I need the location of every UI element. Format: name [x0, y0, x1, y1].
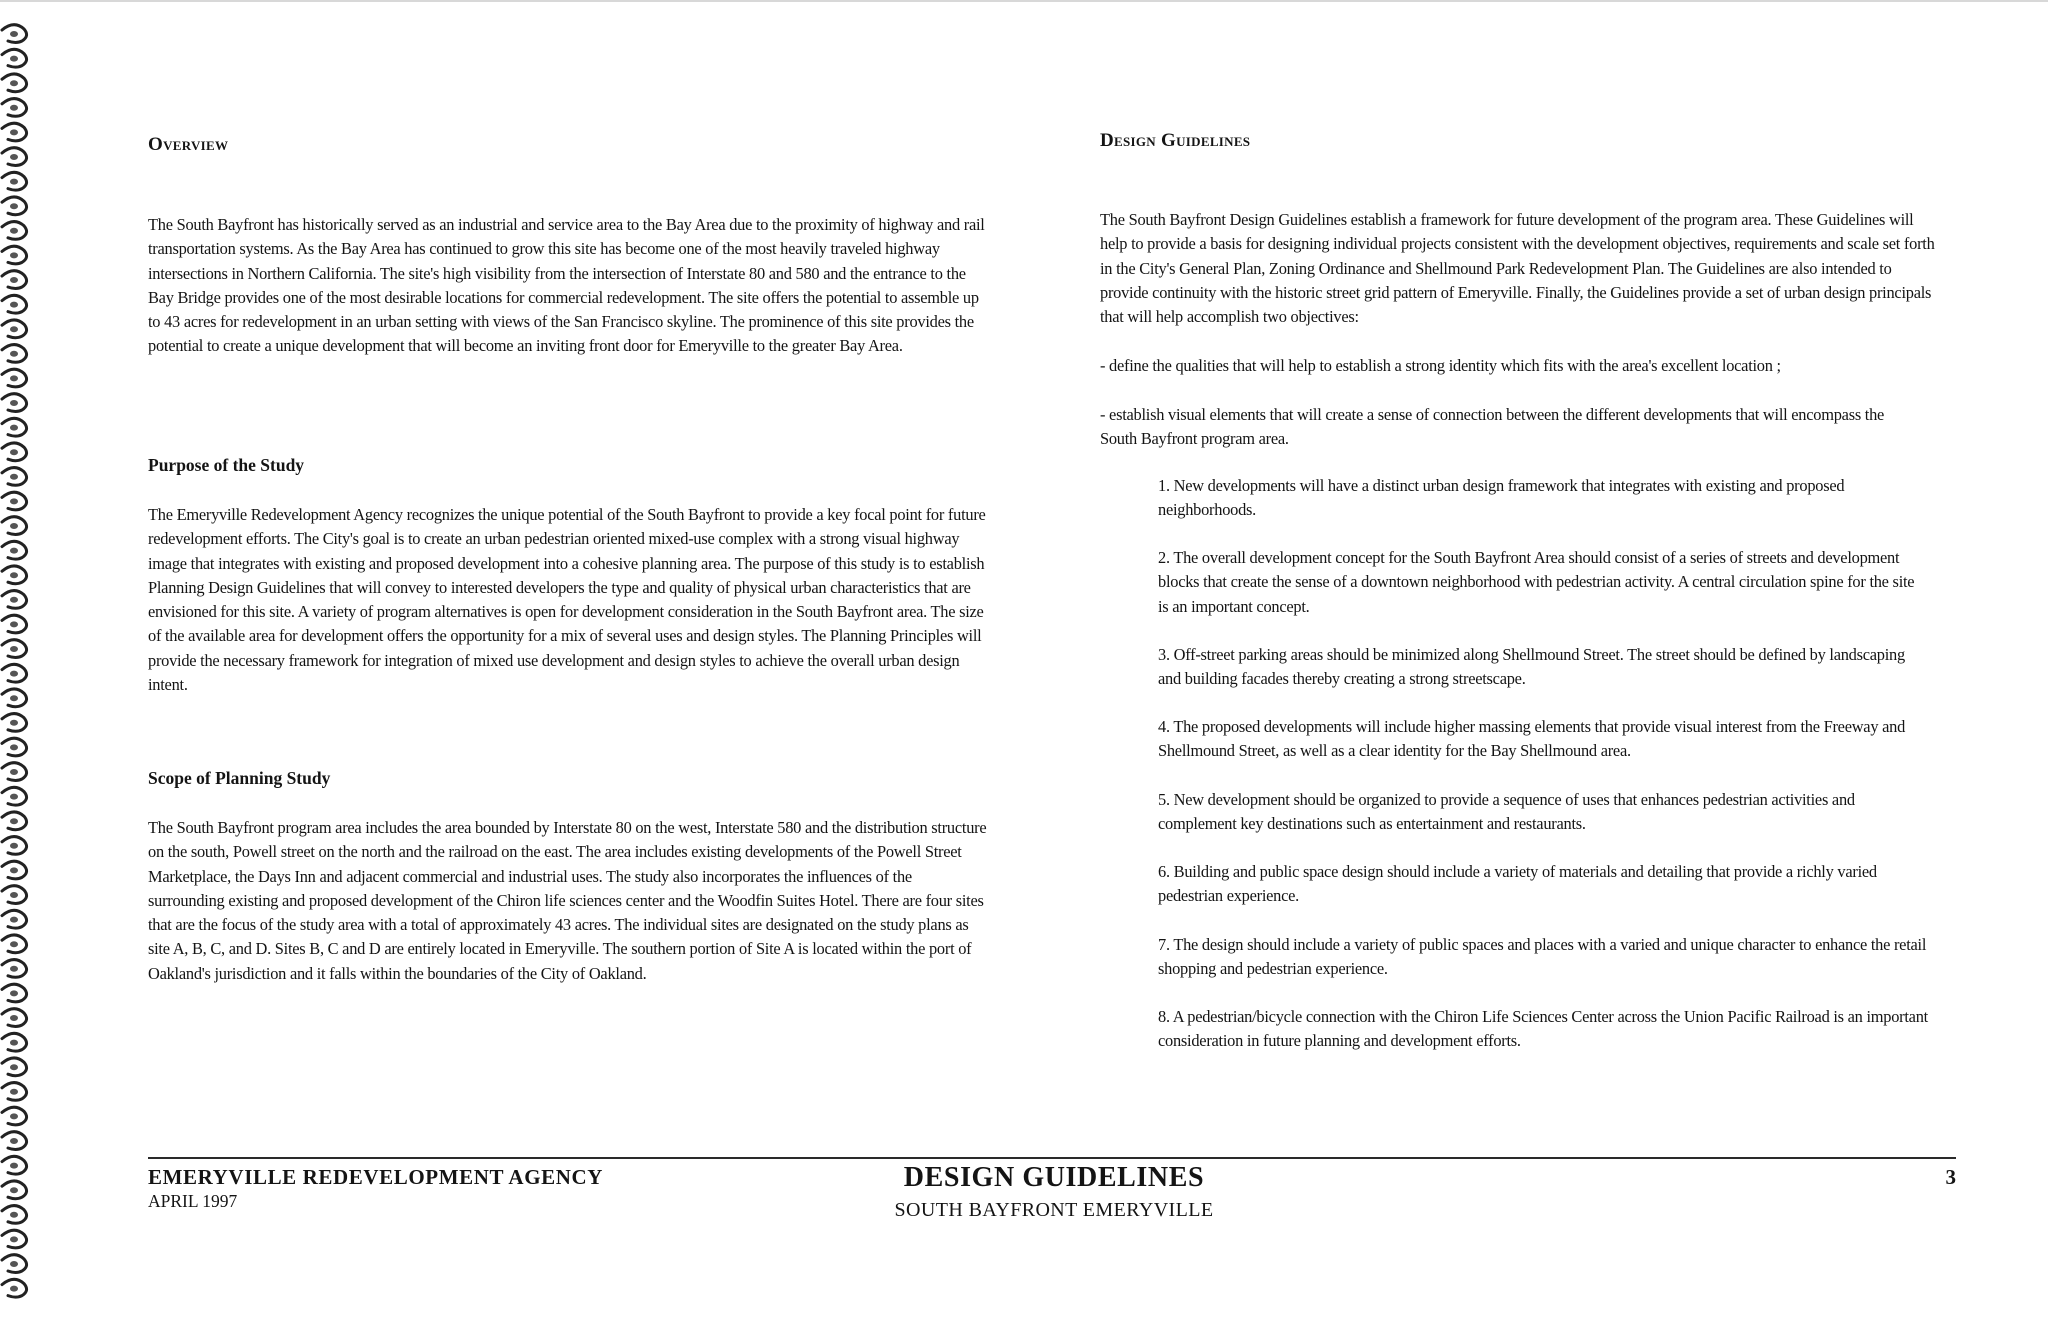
scope-paragraph: The South Bayfront program area includes the area bounded by Interstate 80 on the west, Interstate 580 and the distribution structure on the south, Powell street on the north and the railroad on the east. The area includes existing developments of the Powell Street Marketplace, the Days Inn and adjacent commercial and industrial uses. The study also incorporates the influences of the surrounding existing and proposed development of the Chiron life sciences center and the Woodfin Suites Hotel. There are four sites that are the focus of the study area with a total of approximately 43 acres. The individual sites are designated on the study plans as site A, B, C, and D. Sites B, C and D are entirely located in Emeryville. The southern portion of Site A is located within the port of Oakland's jurisdiction and it falls within the boundaries of the City of Oakland. [148, 818, 987, 983]
guideline-item-5: 5. New development should be organized to provide a sequence of uses that enhances pedestrian activities and complement key destinations such as entertainment and restaurants. [1158, 790, 1855, 834]
binding-coil [2, 345, 27, 363]
binding-coil [2, 1132, 27, 1150]
binding-coil [2, 123, 27, 141]
binding-coil [2, 1230, 27, 1248]
guidelines-intro-paragraph: The South Bayfront Design Guidelines establish a framework for future development of the program area. These Guidelines will help to provide a basis for designing individual projects consistent with the development objectives, requirements and scale set forth in the City's General Plan, Zoning Ordinance and Shellmound Park Redevelopment Plan. The Guidelines are also intended to provide continuity with the historic street grid pattern of Emeryville. Finally, the Guidelines provide a set of urban design principals that will help accomplish two objectives: [1100, 210, 1935, 327]
binding-coil [2, 25, 27, 43]
spiral-binding [0, 18, 32, 1308]
page-top-edge [0, 0, 2048, 2]
footer-divider [148, 1157, 1956, 1159]
binding-coil [2, 148, 27, 166]
binding-coil [2, 320, 27, 338]
guideline-item-1: 1. New developments will have a distinct urban design framework that integrates with existing and proposed neighborhoods. [1158, 476, 1845, 520]
binding-coil [2, 935, 27, 953]
binding-coil [2, 664, 27, 682]
binding-coil [2, 566, 27, 584]
guideline-item-6: 6. Building and public space design should include a variety of materials and detailing that provide a richly varied pedestrian experience. [1158, 862, 1877, 906]
binding-coil [2, 1181, 27, 1199]
overview-paragraph: The South Bayfront has historically served as an industrial and service area to the Bay Area due to the proximity of highway and rail transportation systems. As the Bay Area has continued to grow this site has become one of the most heavily traveled highway intersections in Northern California. The site's high visibility from the intersection of Interstate 80 and 580 and the entrance to the Bay Bridge provides one of the most desirable locations for commercial redevelopment. The site offers the potential to assemble up to 43 acres for redevelopment in an urban setting with views of the San Francisco skyline. The prominence of this site provides the potential to create a unique development that will become an inviting front door for Emeryville to the greater Bay Area. [148, 215, 985, 356]
binding-coil [2, 738, 27, 756]
binding-coil [2, 1279, 27, 1297]
binding-coil [2, 861, 27, 879]
guideline-item-7: 7. The design should include a variety of public spaces and places with a varied and unique character to enhance the retail shopping and pedestrian experience. [1158, 935, 1927, 979]
binding-coil [2, 541, 27, 559]
binding-coil [2, 984, 27, 1002]
guideline-item-8: 8. A pedestrian/bicycle connection with the Chiron Life Sciences Center across the Union Pacific Railroad is an important consideration in future planning and development efforts. [1158, 1007, 1928, 1051]
binding-coil [2, 1255, 27, 1273]
purpose-paragraph: The Emeryville Redevelopment Agency recognizes the unique potential of the South Bayfront to provide a key focal point for future redevelopment efforts. The City's goal is to create an urban pedestrian oriented mixed-use complex with a strong visual highway image that integrates with existing and proposed development into a cohesive planning area. The purpose of this study is to establish Planning Design Guidelines that will convey to interested developers the type and quality of physical urban characteristics that are envisioned for this site. A variety of program alternatives is open for development consideration in the South Bayfront area. The size of the available area for development offers the opportunity for a mix of several uses and design styles. The Planning Principles will provide the necessary framework for integration of mixed use development and design styles to achieve the overall urban design intent. [148, 505, 986, 695]
binding-coil [2, 640, 27, 658]
binding-coil [2, 1058, 27, 1076]
binding-coil [2, 960, 27, 978]
footer-document-title: DESIGN GUIDELINES [903, 1162, 1205, 1193]
binding-coil [2, 271, 27, 289]
binding-coil [2, 394, 27, 412]
binding-coil [2, 517, 27, 535]
binding-coil [2, 910, 27, 928]
binding-coil [2, 74, 27, 92]
footer-date: APRIL 1997 [148, 1191, 238, 1211]
binding-coil [2, 763, 27, 781]
binding-coil [2, 689, 27, 707]
binding-coil [2, 812, 27, 830]
purpose-heading: Purpose of the Study [148, 455, 305, 475]
binding-coil [2, 714, 27, 732]
binding-coil [2, 369, 27, 387]
binding-coil [2, 99, 27, 117]
binding-coil [2, 787, 27, 805]
binding-coil [2, 1033, 27, 1051]
binding-coil [2, 1009, 27, 1027]
binding-coil [2, 837, 27, 855]
footer-document-subtitle: SOUTH BAYFRONT EMERYVILLE [894, 1199, 1214, 1221]
binding-coil [2, 1156, 27, 1174]
binding-coil [2, 492, 27, 510]
guideline-item-4: 4. The proposed developments will include higher massing elements that provide visual interest from the Freeway and Shellmound Street, as well as a clear identity for the Bay Shellmound area. [1158, 717, 1906, 761]
page-number: 3 [1945, 1165, 1956, 1189]
binding-coil [2, 246, 27, 264]
binding-coil [2, 172, 27, 190]
overview-heading: Overview [148, 134, 229, 155]
binding-coil [2, 197, 27, 215]
guidelines-heading: Design Guidelines [1100, 130, 1251, 151]
binding-coil [2, 1206, 27, 1224]
binding-coil [2, 49, 27, 67]
binding-coil [2, 615, 27, 633]
binding-coil [2, 468, 27, 486]
binding-coil [2, 443, 27, 461]
scope-heading: Scope of Planning Study [148, 768, 331, 788]
binding-coil [2, 295, 27, 313]
binding-coil [2, 591, 27, 609]
objective-2: - establish visual elements that will create a sense of connection between the different developments that will encompass the South Bayfront program area. [1100, 405, 1885, 449]
guideline-item-3: 3. Off-street parking areas should be minimized along Shellmound Street. The street should be defined by landscaping and building facades thereby creating a strong streetscape. [1158, 645, 1905, 689]
binding-coil [2, 1107, 27, 1125]
binding-coil [2, 222, 27, 240]
binding-coil [2, 886, 27, 904]
binding-coil [2, 418, 27, 436]
binding-coil [2, 1083, 27, 1101]
guideline-item-2: 2. The overall development concept for the South Bayfront Area should consist of a series of streets and development blocks that create the sense of a downtown neighborhood with pedestrian activity. A central circulation spine for the site is an important concept. [1158, 548, 1915, 616]
objective-1: - define the qualities that will help to establish a strong identity which fits with the area's excellent location ; [1100, 356, 1781, 375]
footer-agency-name: EMERYVILLE REDEVELOPMENT AGENCY [148, 1165, 604, 1189]
